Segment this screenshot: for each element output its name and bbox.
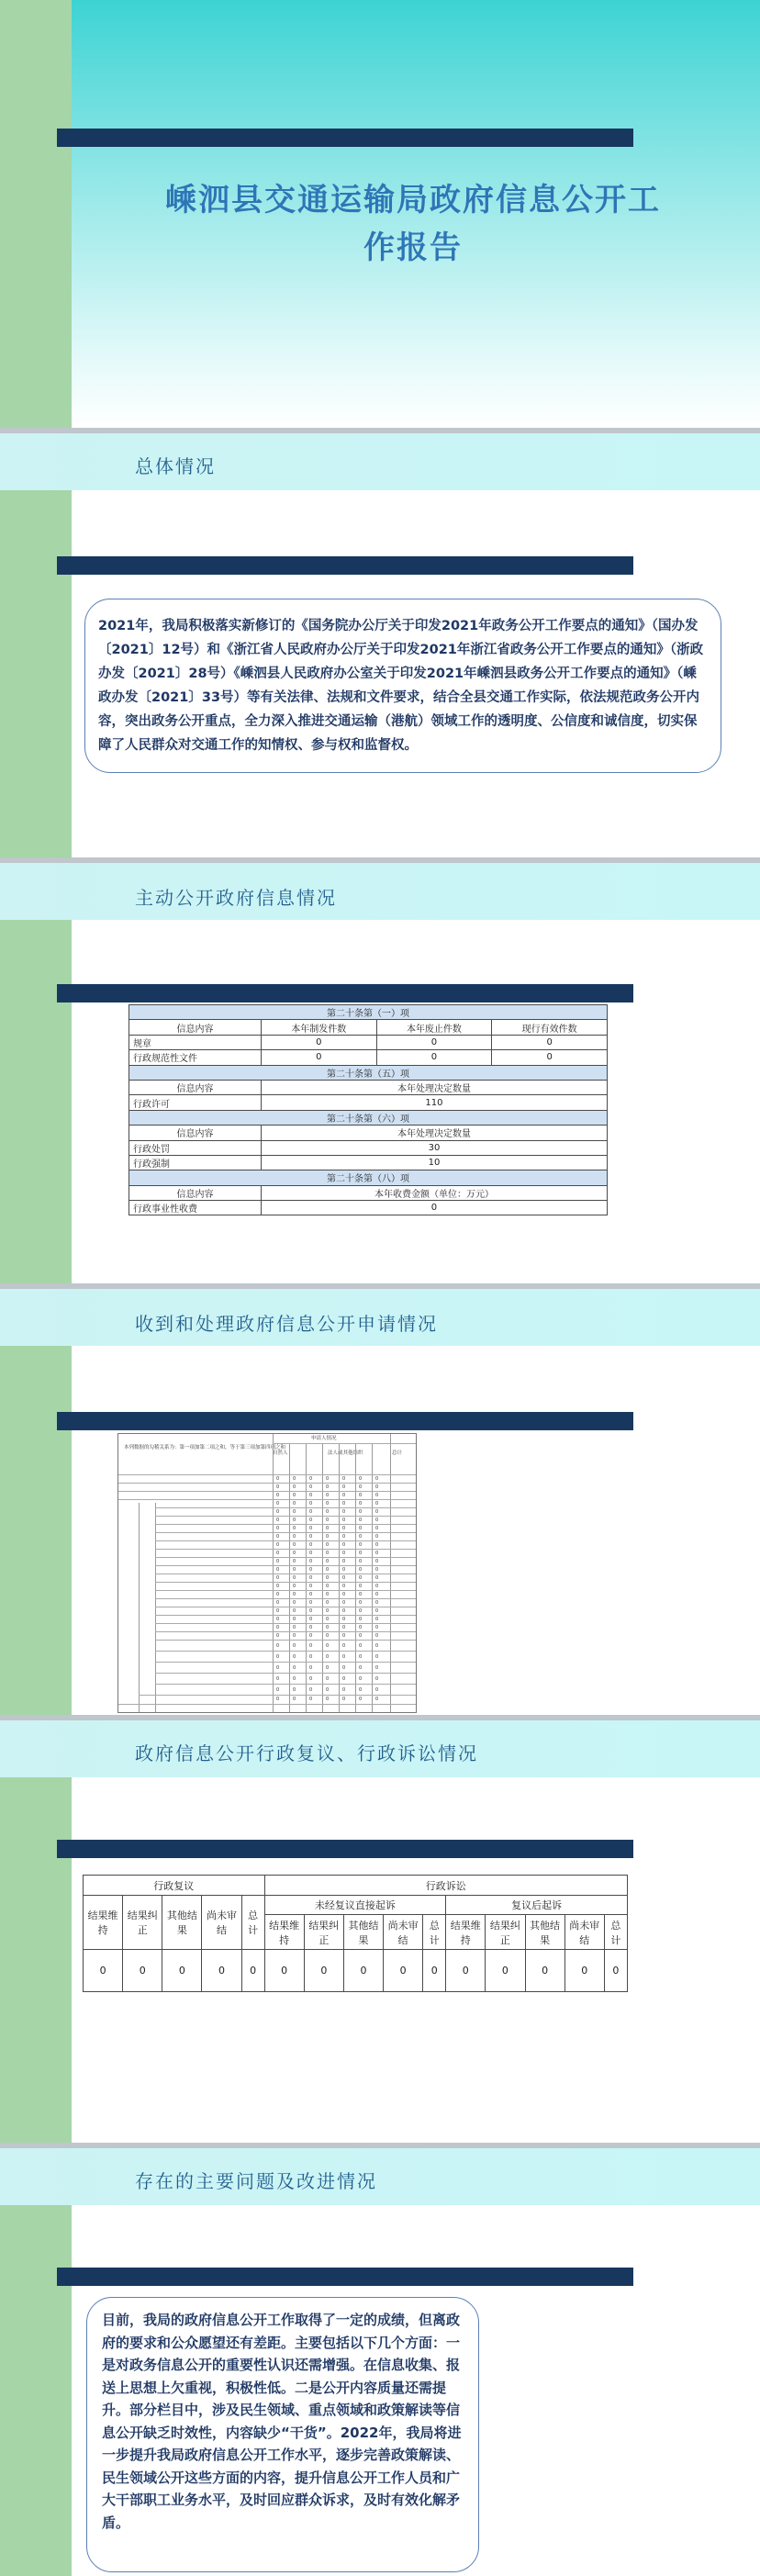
cell: 0 <box>261 1201 607 1215</box>
cell-zero-mark: 0 <box>375 1493 379 1498</box>
cell-zero-mark: 0 <box>375 1600 379 1606</box>
cell-zero-mark: 0 <box>342 1551 346 1556</box>
cell-zero-mark: 0 <box>375 1501 379 1506</box>
cell-zero-mark: 0 <box>293 1518 296 1523</box>
cell-zero-mark: 0 <box>342 1608 346 1614</box>
cell-zero-mark: 0 <box>326 1484 330 1490</box>
navy-bar <box>57 1840 633 1858</box>
cell-zero-mark: 0 <box>375 1592 379 1597</box>
cell: 0 <box>564 1950 604 1992</box>
cell: 0 <box>261 1050 376 1065</box>
table-section-title: 第二十条第（六）项 <box>129 1110 608 1125</box>
title-slide <box>0 0 760 428</box>
cell-zero-mark: 0 <box>309 1493 313 1498</box>
green-strip <box>0 2148 72 2576</box>
cell-zero-mark: 0 <box>309 1600 313 1606</box>
cell-zero-mark: 0 <box>326 1654 330 1660</box>
cell-zero-mark: 0 <box>276 1687 280 1693</box>
cell: 0 <box>343 1950 383 1992</box>
cell-zero-mark: 0 <box>276 1534 280 1540</box>
cell: 110 <box>261 1095 607 1110</box>
cell-zero-mark: 0 <box>359 1551 363 1556</box>
section-title: 政府信息公开行政复议、行政诉讼情况 <box>135 1742 478 1764</box>
cell-zero-mark: 0 <box>309 1625 313 1630</box>
table-row <box>84 1950 628 1992</box>
section-title: 存在的主要问题及改进情况 <box>135 2170 377 2192</box>
group-header: 行政复议 <box>84 1876 265 1896</box>
cell-zero-mark: 0 <box>276 1665 280 1671</box>
cell-zero-mark: 0 <box>309 1592 313 1597</box>
table-section-title: 第二十条第（一）项 <box>129 1005 608 1020</box>
cell-zero-mark: 0 <box>293 1665 296 1671</box>
cell-zero-mark: 0 <box>342 1665 346 1671</box>
cell-zero-mark: 0 <box>359 1687 363 1693</box>
navy-bar <box>57 129 633 147</box>
cell-zero-mark: 0 <box>375 1484 379 1490</box>
cell-zero-mark: 0 <box>359 1559 363 1564</box>
cell-zero-mark: 0 <box>293 1509 296 1515</box>
cell-zero-mark: 0 <box>359 1484 363 1490</box>
active-disclosure-table <box>129 1004 608 1215</box>
col-header: 尚未审结 <box>564 1915 604 1950</box>
cell-zero-mark: 0 <box>326 1534 330 1540</box>
cell-zero-mark: 0 <box>342 1567 346 1573</box>
cell: 0 <box>202 1950 241 1992</box>
cell-zero-mark: 0 <box>342 1643 346 1649</box>
cell: 0 <box>376 1050 492 1065</box>
col-header: 总计 <box>604 1915 627 1950</box>
cell-zero-mark: 0 <box>293 1484 296 1490</box>
row-label: 行政强制 <box>129 1155 262 1170</box>
cell-zero-mark: 0 <box>342 1493 346 1498</box>
cell-zero-mark: 0 <box>359 1643 363 1649</box>
col-header: 信息内容 <box>129 1185 262 1200</box>
navy-bar <box>57 984 633 1002</box>
cell-zero-mark: 0 <box>276 1633 280 1639</box>
cell-zero-mark: 0 <box>309 1633 313 1639</box>
cell-zero-mark: 0 <box>375 1559 379 1564</box>
cell: 0 <box>261 1035 376 1049</box>
col-header: 本年收费金额（单位：万元） <box>261 1185 607 1200</box>
cell-zero-mark: 0 <box>342 1526 346 1531</box>
table-row <box>129 1201 608 1215</box>
cell-zero-mark: 0 <box>326 1608 330 1614</box>
cell-zero-mark: 0 <box>276 1608 280 1614</box>
cell-zero-mark: 0 <box>375 1542 379 1548</box>
cell-zero-mark: 0 <box>293 1633 296 1639</box>
row-label: 规章 <box>129 1035 262 1049</box>
cell-zero-mark: 0 <box>276 1625 280 1630</box>
cell-zero-mark: 0 <box>276 1484 280 1490</box>
problems-text-box <box>86 2297 479 2572</box>
cell-zero-mark: 0 <box>326 1559 330 1564</box>
cell-zero-mark: 0 <box>309 1575 313 1581</box>
cell-zero-mark: 0 <box>375 1665 379 1671</box>
cell-zero-mark: 0 <box>326 1687 330 1693</box>
table-section-title: 第二十条第（五）项 <box>129 1065 608 1080</box>
cell: 0 <box>162 1950 202 1992</box>
cell-zero-mark: 0 <box>375 1617 379 1622</box>
green-strip <box>0 1720 72 2143</box>
cell-zero-mark: 0 <box>359 1625 363 1630</box>
title-line-1: 嵊泗县交通运输局政府信息公开工 <box>165 182 661 218</box>
cell-zero-mark: 0 <box>326 1575 330 1581</box>
cell-zero-mark: 0 <box>276 1654 280 1660</box>
cell-zero-mark: 0 <box>326 1476 330 1482</box>
cell: 0 <box>264 1950 304 1992</box>
col-header: 总计 <box>241 1896 264 1950</box>
cell-zero-mark: 0 <box>309 1551 313 1556</box>
row-label: 行政处罚 <box>129 1140 262 1155</box>
cell-zero-mark: 0 <box>326 1617 330 1622</box>
section-title: 收到和处理政府信息公开申请情况 <box>135 1313 438 1335</box>
cell-zero-mark: 0 <box>276 1476 280 1482</box>
col-header: 其他结果 <box>162 1896 202 1950</box>
cell-zero-mark: 0 <box>309 1687 313 1693</box>
col-header: 信息内容 <box>129 1020 262 1035</box>
cell-zero-mark: 0 <box>375 1643 379 1649</box>
cell: 0 <box>525 1950 564 1992</box>
cell-zero-mark: 0 <box>375 1697 379 1702</box>
cell: 10 <box>261 1155 607 1170</box>
cell-zero-mark: 0 <box>293 1625 296 1630</box>
cell: 0 <box>446 1950 486 1992</box>
section-band <box>0 863 760 920</box>
cell-zero-mark: 0 <box>342 1559 346 1564</box>
section-title: 主动公开政府信息情况 <box>135 887 337 909</box>
row-label: 行政规范性文件 <box>129 1050 262 1065</box>
cell-zero-mark: 0 <box>326 1697 330 1702</box>
cell-zero-mark: 0 <box>276 1493 280 1498</box>
cell-zero-mark: 0 <box>293 1534 296 1540</box>
cell-zero-mark: 0 <box>359 1633 363 1639</box>
cell-zero-mark: 0 <box>342 1509 346 1515</box>
cell-zero-mark: 0 <box>326 1493 330 1498</box>
cell-zero-mark: 0 <box>359 1617 363 1622</box>
cell-zero-mark: 0 <box>342 1518 346 1523</box>
navy-bar <box>57 1412 633 1430</box>
cell-zero-mark: 0 <box>309 1526 313 1531</box>
col-header: 本年制发件数 <box>261 1020 376 1035</box>
cell: 0 <box>84 1950 123 1992</box>
col-header: 结果维持 <box>264 1915 304 1950</box>
green-strip <box>0 433 72 857</box>
cell-zero-mark: 0 <box>359 1575 363 1581</box>
cell-zero-mark: 0 <box>359 1608 363 1614</box>
problems-text: 目前，我局的政府信息公开工作取得了一定的成绩，但离政府的要求和公众愿望还有差距。主要包括以下几个方面：一是对政务信息公开的重要性认识还需增强。在信息收集、报送上思想上欠重视，积极性低。二是公开内容质量还需提升。部分栏目中，涉及民生领域、重点领域和政策解读等信息公开缺乏时效性，内容缺少“干货”。2022年，我局将进一步提升我局政府信息公开工作水平，逐步完善政策解读、民生领域公开这些方面的内容，提升信息公开工作人员和广大干部职工业务水平，及时回应群众诉求，及时有效化解矛盾。 <box>102 2312 462 2531</box>
table-section-title: 第二十条第（八）项 <box>129 1170 608 1185</box>
cell-zero-mark: 0 <box>276 1575 280 1581</box>
cell-zero-mark: 0 <box>342 1617 346 1622</box>
cell-zero-mark: 0 <box>359 1542 363 1548</box>
cell-zero-mark: 0 <box>342 1697 346 1702</box>
cell-zero-mark: 0 <box>293 1654 296 1660</box>
cell-zero-mark: 0 <box>293 1567 296 1573</box>
cell-zero-mark: 0 <box>293 1592 296 1597</box>
cell-zero-mark: 0 <box>359 1697 363 1702</box>
cell-zero-mark: 0 <box>375 1584 379 1589</box>
cell-zero-mark: 0 <box>359 1665 363 1671</box>
cell-zero-mark: 0 <box>375 1526 379 1531</box>
overview-text-box <box>84 599 721 773</box>
cell-zero-mark: 0 <box>276 1617 280 1622</box>
application-table-thumbnail <box>117 1433 417 1713</box>
cell-zero-mark: 0 <box>293 1676 296 1682</box>
group-header: 行政诉讼 <box>264 1876 627 1896</box>
table-row <box>129 1050 608 1065</box>
col-header: 信息内容 <box>129 1126 262 1140</box>
cell-zero-mark: 0 <box>309 1501 313 1506</box>
cell-zero-mark: 0 <box>293 1526 296 1531</box>
section-band <box>0 2148 760 2205</box>
cell-zero-mark: 0 <box>326 1542 330 1548</box>
cell-zero-mark: 0 <box>359 1676 363 1682</box>
cell: 0 <box>376 1035 492 1049</box>
cell-zero-mark: 0 <box>276 1542 280 1548</box>
overview-text: 2021年，我局积极落实新修订的《国务院办公厅关于印发2021年政务公开工作要点的通知》（国办发〔2021〕12号）和《浙江省人民政府办公厅关于印发2021年浙江省政务公开工作要点的通知》（浙政办发〔2021〕28号）《嵊泗县人民政府办公室关于印发2021年嵊泗县政务公开工作要点的通知》（嵊政办发〔2021〕33号）等有关法律、法规和文件要求，结合全县交通工作实际，依法规范政务公开内容，突出政务公开重点，全力深入推进交通运输（港航）领域工作的透明度、公信度和诚信度，切实保障了人民群众对交通工作的知情权、参与权和监督权。 <box>98 619 704 753</box>
table-header: 申请人情况 <box>311 1436 337 1441</box>
col-header: 总计 <box>423 1915 446 1950</box>
cell-zero-mark: 0 <box>342 1575 346 1581</box>
sub-header: 复议后起诉 <box>446 1896 628 1915</box>
cell-zero-mark: 0 <box>276 1567 280 1573</box>
cell-zero-mark: 0 <box>342 1633 346 1639</box>
cell-zero-mark: 0 <box>309 1608 313 1614</box>
cell-zero-mark: 0 <box>342 1484 346 1490</box>
cell-zero-mark: 0 <box>293 1687 296 1693</box>
cell-zero-mark: 0 <box>293 1501 296 1506</box>
cell-zero-mark: 0 <box>326 1501 330 1506</box>
cell-zero-mark: 0 <box>309 1542 313 1548</box>
cell-zero-mark: 0 <box>342 1625 346 1630</box>
col-header: 结果纠正 <box>123 1896 162 1950</box>
green-strip <box>0 0 72 428</box>
cell-zero-mark: 0 <box>276 1600 280 1606</box>
col-header: 本年废止件数 <box>376 1020 492 1035</box>
cell-zero-mark: 0 <box>309 1617 313 1622</box>
cell-zero-mark: 0 <box>309 1509 313 1515</box>
col-header: 尚未审结 <box>202 1896 241 1950</box>
page-title <box>138 176 688 272</box>
cell-zero-mark: 0 <box>326 1665 330 1671</box>
cell-zero-mark: 0 <box>309 1534 313 1540</box>
cell-zero-mark: 0 <box>326 1643 330 1649</box>
cell-zero-mark: 0 <box>293 1542 296 1548</box>
col-header: 其他结果 <box>525 1915 564 1950</box>
cell-zero-mark: 0 <box>375 1608 379 1614</box>
cell-zero-mark: 0 <box>342 1676 346 1682</box>
cell-zero-mark: 0 <box>309 1665 313 1671</box>
cell-zero-mark: 0 <box>359 1476 363 1482</box>
cell-zero-mark: 0 <box>309 1584 313 1589</box>
cell-zero-mark: 0 <box>293 1697 296 1702</box>
cell-zero-mark: 0 <box>375 1575 379 1581</box>
sub-header: 未经复议直接起诉 <box>264 1896 446 1915</box>
problems-slide <box>0 2148 760 2576</box>
cell: 0 <box>241 1950 264 1992</box>
review-litigation-table <box>83 1875 628 1992</box>
cell-zero-mark: 0 <box>309 1476 313 1482</box>
cell-zero-mark: 0 <box>293 1575 296 1581</box>
col-header: 信息内容 <box>129 1080 262 1094</box>
cell-zero-mark: 0 <box>342 1592 346 1597</box>
section-band <box>0 433 760 490</box>
cell-zero-mark: 0 <box>326 1625 330 1630</box>
cell-zero-mark: 0 <box>293 1584 296 1589</box>
cell-zero-mark: 0 <box>359 1501 363 1506</box>
cell-zero-mark: 0 <box>293 1608 296 1614</box>
cell-zero-mark: 0 <box>342 1600 346 1606</box>
cell: 0 <box>486 1950 525 1992</box>
cell-zero-mark: 0 <box>375 1654 379 1660</box>
cell-zero-mark: 0 <box>326 1567 330 1573</box>
cell-zero-mark: 0 <box>326 1526 330 1531</box>
cell-zero-mark: 0 <box>375 1567 379 1573</box>
table-header: 自然人 <box>273 1450 288 1456</box>
col-header: 结果维持 <box>84 1896 123 1950</box>
cell-zero-mark: 0 <box>375 1625 379 1630</box>
cell-zero-mark: 0 <box>359 1518 363 1523</box>
title-line-2: 作报告 <box>363 230 463 266</box>
cell-zero-mark: 0 <box>326 1518 330 1523</box>
table-row <box>129 1095 608 1110</box>
cell-zero-mark: 0 <box>293 1559 296 1564</box>
navy-bar <box>57 556 633 575</box>
col-header: 结果纠正 <box>304 1915 343 1950</box>
col-header: 结果纠正 <box>486 1915 525 1950</box>
cell-zero-mark: 0 <box>276 1643 280 1649</box>
cell-zero-mark: 0 <box>359 1654 363 1660</box>
cell-zero-mark: 0 <box>342 1654 346 1660</box>
cell-zero-mark: 0 <box>293 1617 296 1622</box>
cell-zero-mark: 0 <box>326 1600 330 1606</box>
cell-zero-mark: 0 <box>276 1559 280 1564</box>
cell: 0 <box>492 1050 608 1065</box>
cell-zero-mark: 0 <box>375 1633 379 1639</box>
cell-zero-mark: 0 <box>375 1476 379 1482</box>
cell: 0 <box>384 1950 423 1992</box>
cell-zero-mark: 0 <box>293 1476 296 1482</box>
cell-zero-mark: 0 <box>375 1509 379 1515</box>
cell-zero-mark: 0 <box>342 1542 346 1548</box>
cell-zero-mark: 0 <box>326 1592 330 1597</box>
cell-zero-mark: 0 <box>359 1584 363 1589</box>
table-row <box>129 1155 608 1170</box>
cell-zero-mark: 0 <box>342 1476 346 1482</box>
cell-zero-mark: 0 <box>309 1567 313 1573</box>
col-header: 现行有效件数 <box>492 1020 608 1035</box>
cell-zero-mark: 0 <box>276 1584 280 1589</box>
cell-zero-mark: 0 <box>326 1633 330 1639</box>
cell-zero-mark: 0 <box>309 1697 313 1702</box>
green-strip <box>0 863 72 1283</box>
cell-zero-mark: 0 <box>276 1551 280 1556</box>
cell-zero-mark: 0 <box>375 1518 379 1523</box>
col-header: 尚未审结 <box>384 1915 423 1950</box>
table-row <box>129 1140 608 1155</box>
cell-zero-mark: 0 <box>293 1551 296 1556</box>
cell-zero-mark: 0 <box>326 1509 330 1515</box>
row-label: 行政事业性收费 <box>129 1201 262 1215</box>
cell-zero-mark: 0 <box>342 1534 346 1540</box>
cell-zero-mark: 0 <box>293 1643 296 1649</box>
cell: 30 <box>261 1140 607 1155</box>
table-header: 法人或其他组织 <box>328 1450 363 1456</box>
cell-zero-mark: 0 <box>326 1551 330 1556</box>
overview-slide <box>0 433 760 857</box>
cell-zero-mark: 0 <box>276 1676 280 1682</box>
cell: 0 <box>604 1950 627 1992</box>
cell-zero-mark: 0 <box>276 1518 280 1523</box>
cell-zero-mark: 0 <box>359 1567 363 1573</box>
cell-zero-mark: 0 <box>375 1676 379 1682</box>
cell-zero-mark: 0 <box>309 1676 313 1682</box>
cell: 0 <box>123 1950 162 1992</box>
table-note: 本列数据的勾稽关系为：第一项加第二项之和，等于第三项加第四项之和 <box>124 1445 286 1450</box>
cell-zero-mark: 0 <box>276 1592 280 1597</box>
cell-zero-mark: 0 <box>375 1687 379 1693</box>
cell-zero-mark: 0 <box>326 1584 330 1589</box>
cell-zero-mark: 0 <box>276 1509 280 1515</box>
cell-zero-mark: 0 <box>309 1559 313 1564</box>
cell-zero-mark: 0 <box>309 1484 313 1490</box>
section-title: 总体情况 <box>135 455 216 477</box>
cell: 0 <box>492 1035 608 1049</box>
col-header: 本年处理决定数量 <box>261 1080 607 1094</box>
cell-zero-mark: 0 <box>276 1526 280 1531</box>
cell-zero-mark: 0 <box>359 1526 363 1531</box>
cell-zero-mark: 0 <box>359 1534 363 1540</box>
cell-zero-mark: 0 <box>293 1600 296 1606</box>
cell: 0 <box>304 1950 343 1992</box>
col-header: 结果维持 <box>446 1915 486 1950</box>
cell-zero-mark: 0 <box>309 1518 313 1523</box>
cell-zero-mark: 0 <box>375 1551 379 1556</box>
cell-zero-mark: 0 <box>342 1584 346 1589</box>
cell-zero-mark: 0 <box>309 1654 313 1660</box>
cell-zero-mark: 0 <box>342 1687 346 1693</box>
cell-zero-mark: 0 <box>276 1697 280 1702</box>
cell-zero-mark: 0 <box>359 1493 363 1498</box>
cell-zero-mark: 0 <box>326 1676 330 1682</box>
cell-zero-mark: 0 <box>375 1534 379 1540</box>
cell-zero-mark: 0 <box>276 1501 280 1506</box>
green-strip <box>0 1289 72 1717</box>
row-label: 行政许可 <box>129 1095 262 1110</box>
table-header: 总计 <box>392 1450 403 1456</box>
col-header: 其他结果 <box>343 1915 383 1950</box>
cell-zero-mark: 0 <box>359 1592 363 1597</box>
cell-zero-mark: 0 <box>342 1501 346 1506</box>
cell-zero-mark: 0 <box>359 1509 363 1515</box>
cell: 0 <box>423 1950 446 1992</box>
cell-zero-mark: 0 <box>309 1643 313 1649</box>
navy-bar <box>57 2268 633 2286</box>
cell-zero-mark: 0 <box>293 1493 296 1498</box>
table-row <box>129 1035 608 1049</box>
cell-zero-mark: 0 <box>359 1600 363 1606</box>
col-header: 本年处理决定数量 <box>261 1126 607 1140</box>
